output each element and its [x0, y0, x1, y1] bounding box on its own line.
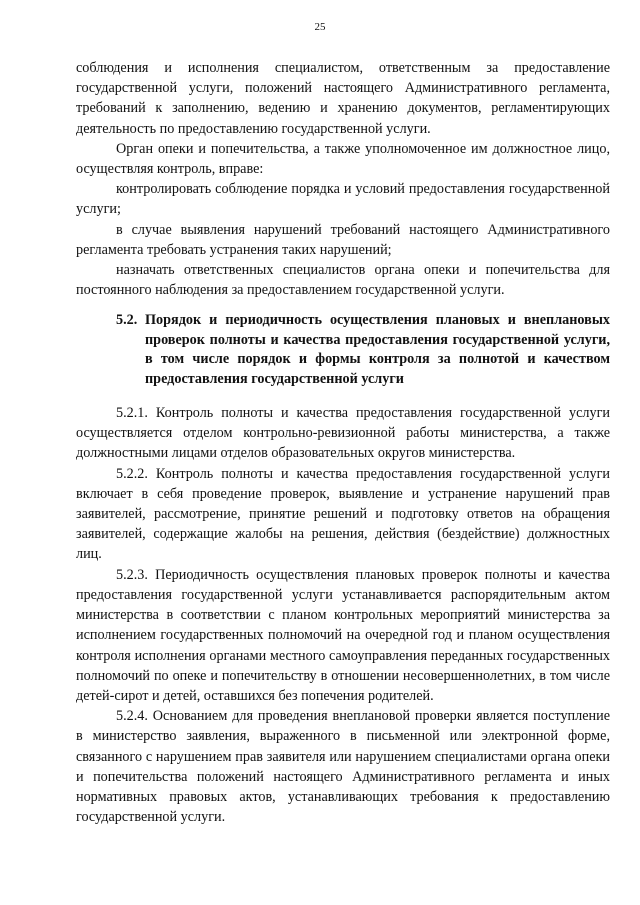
clause-5-2-3: 5.2.3. Периодичность осуществления плановых проверок полноты и качества предоставления государственной услуги устанавливается распорядительным актом министерства в соответствии с планом контрольных мероприятий министерства за исполнением государственных полномочий на очередной год и планом осуществления контроля исполнения органами местного самоуправления переданных государственных полномочий по опеке и попечительству в отношении несовершеннолетних, в том числе детей-сирот и детей, оставшихся без попечения родителей.	[76, 566, 610, 704]
paragraph-authority: Орган опеки и попечительства, а также уполномоченное им должностное лицо, осуществляя контроль, вправе:	[76, 140, 610, 178]
clause-5-2-2: 5.2.2. Контроль полноты и качества предоставления государственной услуги включает в себя проведение проверок, выявление и устранение нарушений прав заявителей, рассмотрение, принятие решений и подготовку ответов на обращения заявителей, содержащие жалобы на решения, действия (бездействие) должностных лиц.	[76, 465, 610, 563]
paragraph-control-item: контролировать соблюдение порядка и условий предоставления государственной услуги;	[76, 181, 610, 218]
section-title: Порядок и периодичность осуществления плановых и внеплановых проверок полноты и качества предоставления государственной услуги, в том числе порядок и формы контроля за полнотой и качеством предоставления государственной услуги	[145, 312, 610, 387]
paragraph-assign-item: назначать ответственных специалистов органа опеки и попечительства для постоянного наблюдения за предоставлением государственной услуги.	[76, 262, 610, 299]
paragraph-violation-item: в случае выявления нарушений требований настоящего Административного регламента требовать устранения таких нарушений;	[76, 221, 610, 258]
section-heading	[76, 311, 610, 389]
section-number: 5.2.	[116, 312, 138, 329]
document-body	[76, 58, 610, 827]
clause-5-2-1: 5.2.1. Контроль полноты и качества предоставления государственной услуги осуществляется отделом контрольно-ревизионной работы министерства, а также должностными лицами отделов образовательных округов министерства.	[76, 405, 610, 462]
page-number: 25	[314, 21, 326, 33]
clause-5-2-4: 5.2.4. Основанием для проведения внеплановой проверки является поступление в министерство заявления, выраженного в письменной или электронной форме, связанного с нарушением прав заявителя или нарушением специалистами органа опеки и попечительства положений настоящего Административного регламента и иных нормативных правовых актов, устанавливающих требования к предоставлению государственной услуги.	[76, 708, 610, 826]
paragraph-continuation: соблюдения и исполнения специалистом, ответственным за предоставление государственной услуги, положений настоящего Административного регламента, требований к заполнению, ведению и хранению документов, регламентирующих деятельность по предоставлению государственной услуги.	[76, 60, 610, 137]
